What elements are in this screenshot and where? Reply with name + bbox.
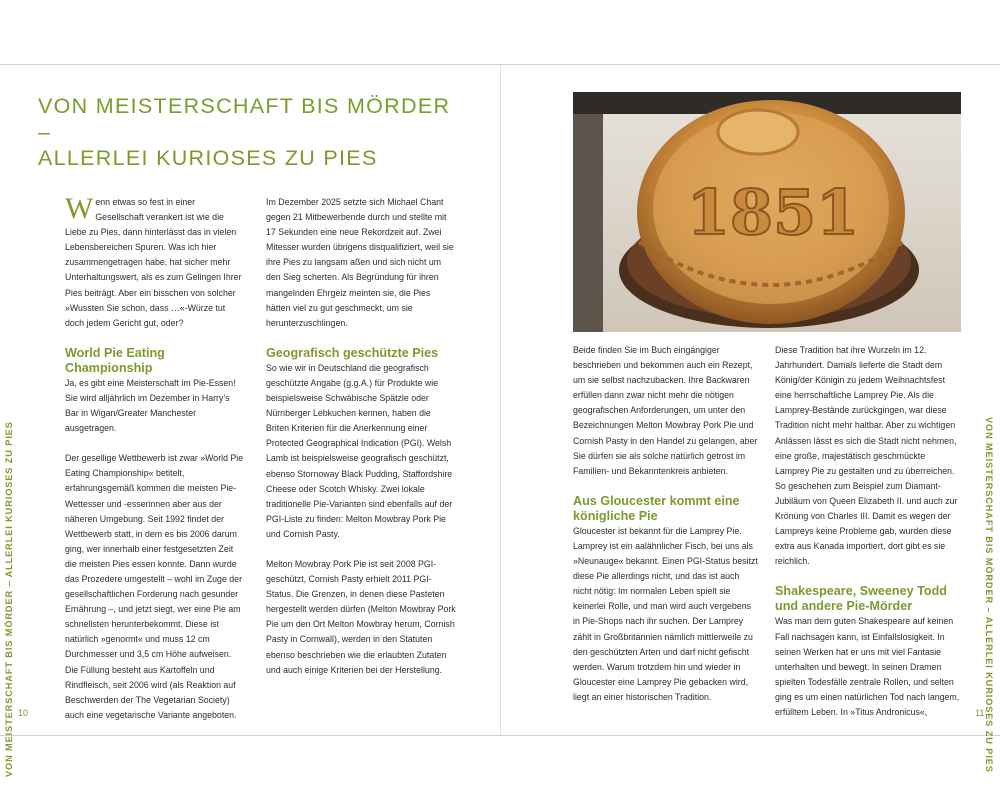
text-column-4: [775, 343, 960, 735]
heading-shakespeare: Shakespeare, Sweeney Todd und andere Pie-Mörder: [775, 584, 947, 614]
book-spread: [0, 64, 1000, 777]
text-column-2: [266, 195, 456, 693]
paragraph: Diese Tradition hat ihre Wurzeln im 12. Jahrhundert. Damals lieferte die Stadt dem König/der Königin zu jedem Weihnachtsfest eine herrschaftliche Lamprey Pie. Als die Lamprey-Bestände zurückgingen, war diese Tradition nicht mehr haltbar. Aber zu wichtigen Anlässen lässt es sich die Stadt nicht nehmen, eine große, majestätisch geschmückte Lamprey Pie zu gestalten und zu überreichen. So geschehen zum Beispiel zum Diamant-Jubiläum von Queen Elizabeth II. und auch zur Krönung von Charles III. Damit es wegen der Lampreys keine Probleme gab, wurden diese extra aus Kanada importiert, dort gibt es sie reichlich.: [775, 345, 958, 567]
left-margin: [0, 65, 20, 777]
intro-paragraph: [65, 192, 245, 331]
chapter-title-line-2: ALLERLEI KURIOSES ZU PIES: [38, 146, 378, 170]
paragraph: Ja, es gibt eine Meisterschaft im Pie-Essen! Sie wird alljährlich im Dezember in Harry’s Bar in Wigan/Greater Manchester ausgetragen.: [65, 377, 236, 434]
page-number-right: 11: [975, 708, 985, 718]
text-column-3: [573, 343, 758, 720]
drop-cap: W: [65, 192, 94, 225]
paragraph: Im Dezember 2025 setzte sich Michael Chant gegen 21 Mitbewerbende durch und stellte mit 17 Sekunden eine neue Rekordzeit auf. Zwei Mitesser wurden übrigens disqualifiziert, weil sie ihre Pies zu langsam aßen und sich nicht um den Sieg scherten. Als Begründung für ihren mangelnden Ehrgeiz meinten sie, die Pies hätten viel zu gut geschmeckt, um sie herunterzuschlingen.: [266, 197, 454, 328]
paragraph: Melton Mowbray Pork Pie ist seit 2008 PGI-geschützt, Cornish Pasty erhielt 2011 PGI-Status. Die Grenzen, in denen diese Pasteten hergestellt werden dürfen (Melton Mowbray Pork Pie um den Ort Melton Mowbray herum, Cornish Pasty in Cornwall), werden in den Statuten ebenso beschrieben wie die erlaubten Zutaten und auch einige Kriterien bei der Herstellung.: [266, 558, 456, 675]
pie-emboss-text: 1851: [686, 176, 860, 249]
paragraph: So wie wir in Deutschland die geografisch geschützte Angabe (g.g.A.) für Produkte wie beispielsweise Schwäbische Spätzle oder Nürnberger Lebkuchen kennen, haben die Briten Kriterien für die Anerkennung einer Protected Geographical Indication (PGI). Welsh Lamb ist beispielsweise geografisch geschützt, ebenso Stornoway Black Pudding, Staffordshire Cheese oder Scotch Whisky. Zwei lokale traditionelle Pie-Varianten sind ebenfalls auf der PGI-Liste zu finden: Melton Mowbray Pork Pie und Cornish Pasty.: [266, 362, 453, 539]
running-header-left: VON MEISTERSCHAFT BIS MÖRDER – ALLERLEI KURIOSES ZU PIES: [4, 421, 14, 777]
paragraph: Der gesellige Wettbewerb ist zwar »World Pie Eating Championship« betitelt, erfahrungsgemäß kommen die meisten Pie-Wettesser und -esserinnen aber aus der näheren Umgebung. Seit 1992 findet der Wettbewerb statt, in dem es bis 2006 darum ging, wer innerhalb einer festgesetzten Zeit die meisten Pies essen konnte. Dann wurde das Prozedere umgestellt – wohl im Zuge der gesellschaftlichen Forderung nach gesunder Ernährung –, und jetzt siegt, wer eine Pie am schnellsten herunterbekommt. Diese ist natürlich »genormt« und muss 12 cm Durchmesser und 3,5 cm Höhe aufweisen. Die Füllung besteht aus Kartoffeln und Rindfleisch, seit 2006 wird (als Reaktion auf Beschwerden der The Vegetarian Society) auch eine vegetarische Variante angeboten.: [65, 453, 244, 720]
paragraph: Beide finden Sie im Buch eingängiger beschrieben und bekommen auch ein Rezept, um sie selbst nachzubacken. Ihre Backwaren erfüllen dann zwar nicht mehr die nötigen geografischen Anforderungen, um unter den Bezeichnungen Melton Mowbray Pork Pie und Cornish Pasty in den Handel zu gelangen, aber Sie dürfen sie als solche natürlich getrost im Familien- und Bekanntenkreis anbieten.: [573, 345, 758, 476]
pie-illustration: [573, 92, 961, 332]
paragraph: Was man dem guten Shakespeare auf keinen Fall nachsagen kann, ist Einfallslosigkeit. In seinen Werken hat er uns mit viel Fantasie unterhalten und bewegt. In seinen Dramen spielten Todesfälle zentrale Rollen, und selten ging es um einen natürlichen Tod nach langem, erfülltem Leben. In »Titus Andronicus«,: [775, 616, 960, 717]
running-header-right: VON MEISTERSCHAFT BIS MÖRDER – ALLERLEI KURIOSES ZU PIES: [984, 417, 994, 773]
chapter-title: [38, 93, 458, 171]
text-column-1: [65, 192, 245, 738]
chapter-title-line-1: VON MEISTERSCHAFT BIS MÖRDER –: [38, 94, 451, 144]
heading-geografisch-geschuetzt: Geografisch geschützte Pies: [266, 345, 439, 360]
intro-text: enn etwas so fest in einer Gesellschaft verankert ist wie die Liebe zu Pies, dann hinterlässt das in vielen Lebensbereichen Spuren. Was ich hier zusammengetragen habe, hat sicher mehr Unterhaltungswert, als es zum Gelingen Ihrer Pies beiträgt. Aber ein bisschen von solcher »Wussten Sie schon, dass …«-Würze tut doch jedem Gericht gut, oder?: [65, 197, 242, 328]
page-gutter: [500, 65, 501, 735]
right-margin: [980, 65, 1000, 773]
pie-photo: [573, 92, 961, 332]
heading-gloucester: Aus Gloucester kommt eine königliche Pie: [573, 493, 740, 523]
paragraph: Gloucester ist bekannt für die Lamprey Pie. Lamprey ist ein aalähnlicher Fisch, bei uns als »Neunauge« bekannt. Einen PGI-Status besitzt diese Pie allerdings nicht, und das ist auch nicht nötig: Im normalen Leben spielt sie keinerlei Rolle, und man wird auch vergebens in Pie-Shops nach ihr suchen. Der Lamprey zählt in Großbritannien nämlich mittlerweile zu den geschützten Arten und darf nicht gefischt werden. Warum trotzdem hin und wieder in Gloucester eine Lamprey Pie gebacken wird, liegt an einer historischen Tradition.: [573, 525, 758, 702]
heading-world-pie-eating: World Pie Eating Championship: [65, 345, 165, 375]
page-number-left: 10: [18, 708, 29, 718]
